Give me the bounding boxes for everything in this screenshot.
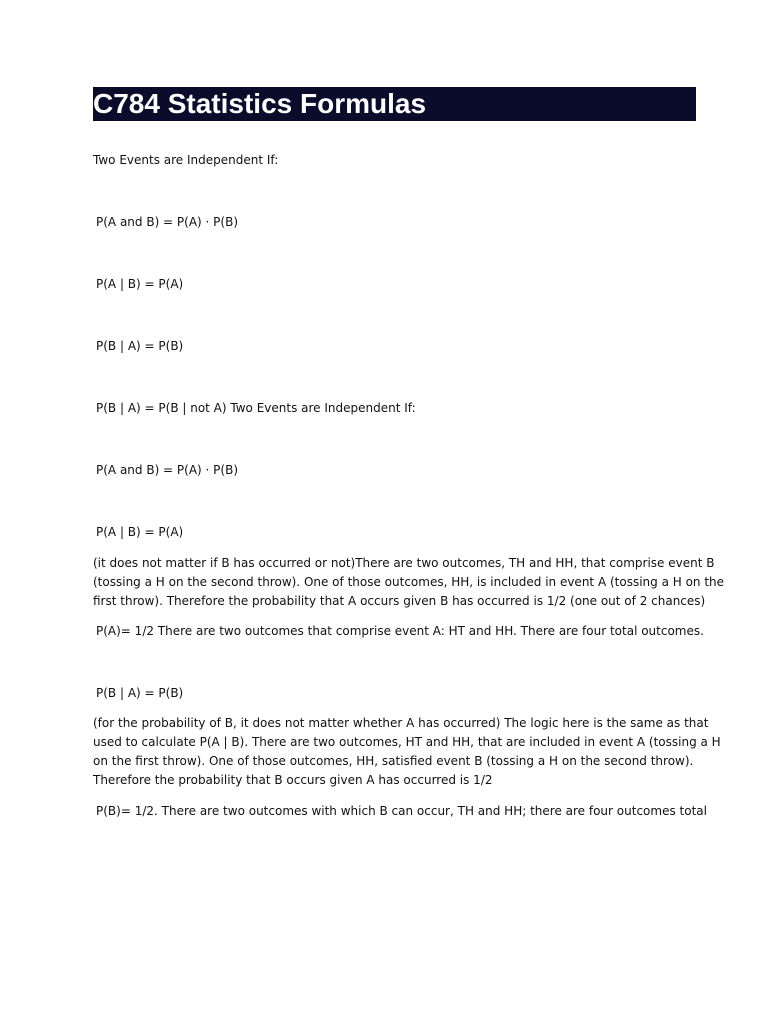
formula-conditional-b-given-a-repeat: P(B | A) = P(B) [96, 686, 184, 700]
explanation-b-given-a [93, 714, 721, 790]
formula-multiplication-rule: P(A and B) = P(A) · P(B) [96, 215, 239, 229]
formula-conditional-a-given-b-repeat: P(A | B) = P(A) [96, 525, 184, 539]
formula-conditional-b-given-a: P(B | A) = P(B) [96, 339, 184, 353]
formula-multiplication-rule-repeat: P(A and B) = P(A) · P(B) [96, 463, 239, 477]
explanation-line: Therefore the probability that B occurs given A has occurred is 1/2 [93, 773, 493, 787]
explanation-line: used to calculate P(A | B). There are two outcomes, HT and HH, that are included in event A (tossing a H [93, 735, 721, 749]
formula-b-given-not-a: P(B | A) = P(B | not A) Two Events are Independent If: [96, 401, 416, 415]
explanation-line: (tossing a H on the second throw). One of those outcomes, HH, is included in event A (tossing a H on the [93, 575, 725, 589]
document-title: C784 Statistics Formulas [93, 88, 427, 119]
explanation-line: (it does not matter if B has occurred or not)There are two outcomes, TH and HH, that comprise event B [93, 556, 715, 570]
title-banner [93, 87, 696, 121]
independence-heading: Two Events are Independent If: [93, 153, 279, 167]
probability-b-statement: P(B)= 1/2. There are two outcomes with which B can occur, TH and HH; there are four outcomes total [96, 804, 707, 818]
explanation-line: on the first throw). One of those outcomes, HH, satisfied event B (tossing a H on the second throw). [93, 754, 694, 768]
explanation-line: (for the probability of B, it does not matter whether A has occurred) The logic here is the same as that [93, 716, 709, 730]
probability-a-statement: P(A)= 1/2 There are two outcomes that comprise event A: HT and HH. There are four total outcomes. [96, 624, 704, 638]
formula-conditional-a-given-b: P(A | B) = P(A) [96, 277, 184, 291]
explanation-a-given-b [93, 554, 725, 611]
explanation-line: first throw). Therefore the probability that A occurs given B has occurred is 1/2 (one out of 2 chances) [93, 594, 706, 608]
